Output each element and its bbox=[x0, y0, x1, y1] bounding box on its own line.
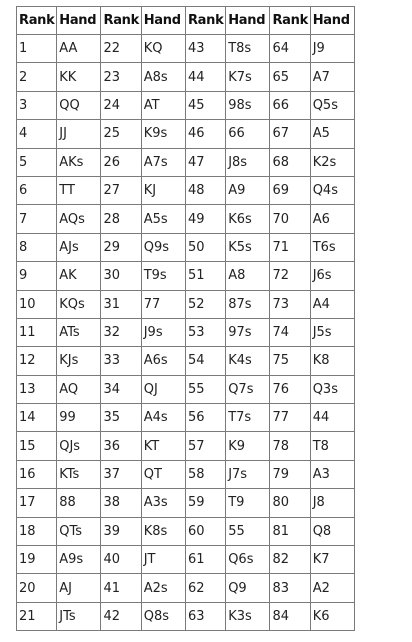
hand-cell: KQ bbox=[141, 35, 185, 63]
hand-cell: AKs bbox=[57, 148, 101, 176]
hand-cell: J5s bbox=[310, 318, 354, 346]
hand-ranking-table bbox=[16, 6, 355, 631]
hand-cell: K9s bbox=[141, 120, 185, 148]
rank-cell: 47 bbox=[185, 148, 225, 176]
hand-cell: 98s bbox=[226, 91, 270, 119]
rank-cell: 25 bbox=[101, 120, 141, 148]
hand-cell: JJ bbox=[57, 120, 101, 148]
rank-cell: 27 bbox=[101, 176, 141, 204]
table-row bbox=[17, 35, 355, 63]
hand-cell: A6 bbox=[310, 205, 354, 233]
hand-cell: J7s bbox=[226, 460, 270, 488]
hand-cell: A3 bbox=[310, 460, 354, 488]
rank-cell: 12 bbox=[17, 347, 57, 375]
table-row bbox=[17, 176, 355, 204]
hand-cell: K7s bbox=[226, 63, 270, 91]
rank-cell: 28 bbox=[101, 205, 141, 233]
rank-cell: 84 bbox=[270, 602, 310, 630]
table-row bbox=[17, 233, 355, 261]
hand-cell: Q5s bbox=[310, 91, 354, 119]
hand-cell: J6s bbox=[310, 262, 354, 290]
rank-cell: 67 bbox=[270, 120, 310, 148]
hand-cell: 44 bbox=[310, 404, 354, 432]
rank-cell: 66 bbox=[270, 91, 310, 119]
table-row bbox=[17, 546, 355, 574]
rank-cell: 41 bbox=[101, 574, 141, 602]
hand-cell: 55 bbox=[226, 517, 270, 545]
hand-cell: Q9 bbox=[226, 574, 270, 602]
rank-cell: 39 bbox=[101, 517, 141, 545]
hand-cell: Q3s bbox=[310, 375, 354, 403]
rank-cell: 60 bbox=[185, 517, 225, 545]
rank-cell: 74 bbox=[270, 318, 310, 346]
hand-cell: ATs bbox=[57, 318, 101, 346]
hand-cell: A7 bbox=[310, 63, 354, 91]
hand-cell: J8 bbox=[310, 489, 354, 517]
hand-cell: AJ bbox=[57, 574, 101, 602]
rank-cell: 5 bbox=[17, 148, 57, 176]
rank-cell: 62 bbox=[185, 574, 225, 602]
rank-cell: 57 bbox=[185, 432, 225, 460]
rank-cell: 68 bbox=[270, 148, 310, 176]
hand-cell: Q4s bbox=[310, 176, 354, 204]
hand-cell: T9 bbox=[226, 489, 270, 517]
rank-cell: 77 bbox=[270, 404, 310, 432]
hand-cell: K8 bbox=[310, 347, 354, 375]
rank-cell: 79 bbox=[270, 460, 310, 488]
table-row bbox=[17, 205, 355, 233]
hand-cell: JT bbox=[141, 546, 185, 574]
hand-cell: KT bbox=[141, 432, 185, 460]
rank-cell: 6 bbox=[17, 176, 57, 204]
header-hand: Hand bbox=[310, 7, 354, 35]
header-rank: Rank bbox=[270, 7, 310, 35]
header-hand: Hand bbox=[57, 7, 101, 35]
rank-cell: 17 bbox=[17, 489, 57, 517]
rank-cell: 63 bbox=[185, 602, 225, 630]
rank-cell: 35 bbox=[101, 404, 141, 432]
hand-cell: KK bbox=[57, 63, 101, 91]
table-row bbox=[17, 290, 355, 318]
rank-cell: 8 bbox=[17, 233, 57, 261]
hand-cell: A8s bbox=[141, 63, 185, 91]
rank-cell: 36 bbox=[101, 432, 141, 460]
ranking-table-container bbox=[16, 6, 355, 631]
rank-cell: 26 bbox=[101, 148, 141, 176]
table-body bbox=[17, 35, 355, 631]
rank-cell: 58 bbox=[185, 460, 225, 488]
hand-cell: 88 bbox=[57, 489, 101, 517]
rank-cell: 83 bbox=[270, 574, 310, 602]
rank-cell: 16 bbox=[17, 460, 57, 488]
hand-cell: QTs bbox=[57, 517, 101, 545]
table-row bbox=[17, 404, 355, 432]
rank-cell: 32 bbox=[101, 318, 141, 346]
hand-cell: A2s bbox=[141, 574, 185, 602]
hand-cell: JTs bbox=[57, 602, 101, 630]
header-rank: Rank bbox=[185, 7, 225, 35]
rank-cell: 29 bbox=[101, 233, 141, 261]
rank-cell: 19 bbox=[17, 546, 57, 574]
table-row bbox=[17, 375, 355, 403]
rank-cell: 69 bbox=[270, 176, 310, 204]
hand-cell: A4 bbox=[310, 290, 354, 318]
hand-cell: Q7s bbox=[226, 375, 270, 403]
rank-cell: 15 bbox=[17, 432, 57, 460]
rank-cell: 81 bbox=[270, 517, 310, 545]
hand-cell: T8s bbox=[226, 35, 270, 63]
hand-cell: T7s bbox=[226, 404, 270, 432]
hand-cell: J9 bbox=[310, 35, 354, 63]
hand-cell: 99 bbox=[57, 404, 101, 432]
hand-cell: Q9s bbox=[141, 233, 185, 261]
hand-cell: A8 bbox=[226, 262, 270, 290]
hand-cell: KJ bbox=[141, 176, 185, 204]
rank-cell: 42 bbox=[101, 602, 141, 630]
rank-cell: 13 bbox=[17, 375, 57, 403]
hand-cell: J8s bbox=[226, 148, 270, 176]
table-row bbox=[17, 517, 355, 545]
hand-cell: KQs bbox=[57, 290, 101, 318]
hand-cell: AJs bbox=[57, 233, 101, 261]
hand-cell: A2 bbox=[310, 574, 354, 602]
hand-cell: K2s bbox=[310, 148, 354, 176]
rank-cell: 64 bbox=[270, 35, 310, 63]
rank-cell: 54 bbox=[185, 347, 225, 375]
header-rank: Rank bbox=[17, 7, 57, 35]
hand-cell: KTs bbox=[57, 460, 101, 488]
rank-cell: 38 bbox=[101, 489, 141, 517]
hand-cell: A5s bbox=[141, 205, 185, 233]
hand-cell: 66 bbox=[226, 120, 270, 148]
hand-cell: A6s bbox=[141, 347, 185, 375]
rank-cell: 72 bbox=[270, 262, 310, 290]
rank-cell: 48 bbox=[185, 176, 225, 204]
rank-cell: 1 bbox=[17, 35, 57, 63]
rank-cell: 49 bbox=[185, 205, 225, 233]
rank-cell: 46 bbox=[185, 120, 225, 148]
rank-cell: 2 bbox=[17, 63, 57, 91]
table-row bbox=[17, 432, 355, 460]
rank-cell: 23 bbox=[101, 63, 141, 91]
rank-cell: 45 bbox=[185, 91, 225, 119]
hand-cell: A3s bbox=[141, 489, 185, 517]
rank-cell: 82 bbox=[270, 546, 310, 574]
hand-cell: QT bbox=[141, 460, 185, 488]
table-row bbox=[17, 318, 355, 346]
rank-cell: 50 bbox=[185, 233, 225, 261]
rank-cell: 61 bbox=[185, 546, 225, 574]
hand-cell: AT bbox=[141, 91, 185, 119]
rank-cell: 52 bbox=[185, 290, 225, 318]
rank-cell: 56 bbox=[185, 404, 225, 432]
rank-cell: 78 bbox=[270, 432, 310, 460]
rank-cell: 73 bbox=[270, 290, 310, 318]
rank-cell: 53 bbox=[185, 318, 225, 346]
hand-cell: QJ bbox=[141, 375, 185, 403]
hand-cell: A9 bbox=[226, 176, 270, 204]
table-row bbox=[17, 574, 355, 602]
header-hand: Hand bbox=[226, 7, 270, 35]
table-row bbox=[17, 120, 355, 148]
hand-cell: 97s bbox=[226, 318, 270, 346]
table-row bbox=[17, 148, 355, 176]
rank-cell: 20 bbox=[17, 574, 57, 602]
rank-cell: 21 bbox=[17, 602, 57, 630]
rank-cell: 10 bbox=[17, 290, 57, 318]
hand-cell: 77 bbox=[141, 290, 185, 318]
hand-cell: K8s bbox=[141, 517, 185, 545]
table-row bbox=[17, 91, 355, 119]
rank-cell: 7 bbox=[17, 205, 57, 233]
rank-cell: 14 bbox=[17, 404, 57, 432]
hand-cell: 87s bbox=[226, 290, 270, 318]
table-row bbox=[17, 262, 355, 290]
rank-cell: 40 bbox=[101, 546, 141, 574]
hand-cell: QJs bbox=[57, 432, 101, 460]
rank-cell: 65 bbox=[270, 63, 310, 91]
rank-cell: 4 bbox=[17, 120, 57, 148]
rank-cell: 11 bbox=[17, 318, 57, 346]
hand-cell: K4s bbox=[226, 347, 270, 375]
hand-cell: J9s bbox=[141, 318, 185, 346]
table-row bbox=[17, 347, 355, 375]
rank-cell: 59 bbox=[185, 489, 225, 517]
hand-cell: AQ bbox=[57, 375, 101, 403]
rank-cell: 31 bbox=[101, 290, 141, 318]
hand-cell: K6s bbox=[226, 205, 270, 233]
hand-cell: AQs bbox=[57, 205, 101, 233]
hand-cell: K3s bbox=[226, 602, 270, 630]
rank-cell: 22 bbox=[101, 35, 141, 63]
rank-cell: 76 bbox=[270, 375, 310, 403]
table-row bbox=[17, 460, 355, 488]
table-row bbox=[17, 489, 355, 517]
rank-cell: 30 bbox=[101, 262, 141, 290]
hand-cell: K5s bbox=[226, 233, 270, 261]
table-row bbox=[17, 602, 355, 630]
rank-cell: 75 bbox=[270, 347, 310, 375]
rank-cell: 34 bbox=[101, 375, 141, 403]
hand-cell: T8 bbox=[310, 432, 354, 460]
hand-cell: AK bbox=[57, 262, 101, 290]
hand-cell: Q6s bbox=[226, 546, 270, 574]
hand-cell: K6 bbox=[310, 602, 354, 630]
hand-cell: Q8s bbox=[141, 602, 185, 630]
rank-cell: 9 bbox=[17, 262, 57, 290]
rank-cell: 33 bbox=[101, 347, 141, 375]
hand-cell: TT bbox=[57, 176, 101, 204]
hand-cell: A4s bbox=[141, 404, 185, 432]
rank-cell: 51 bbox=[185, 262, 225, 290]
hand-cell: T6s bbox=[310, 233, 354, 261]
rank-cell: 24 bbox=[101, 91, 141, 119]
hand-cell: A7s bbox=[141, 148, 185, 176]
hand-cell: A5 bbox=[310, 120, 354, 148]
rank-cell: 44 bbox=[185, 63, 225, 91]
hand-cell: AA bbox=[57, 35, 101, 63]
table-row bbox=[17, 63, 355, 91]
hand-cell: KJs bbox=[57, 347, 101, 375]
header-rank: Rank bbox=[101, 7, 141, 35]
hand-cell: QQ bbox=[57, 91, 101, 119]
rank-cell: 71 bbox=[270, 233, 310, 261]
rank-cell: 80 bbox=[270, 489, 310, 517]
header-row bbox=[17, 7, 355, 35]
rank-cell: 3 bbox=[17, 91, 57, 119]
hand-cell: T9s bbox=[141, 262, 185, 290]
rank-cell: 18 bbox=[17, 517, 57, 545]
hand-cell: Q8 bbox=[310, 517, 354, 545]
rank-cell: 43 bbox=[185, 35, 225, 63]
header-hand: Hand bbox=[141, 7, 185, 35]
hand-cell: A9s bbox=[57, 546, 101, 574]
hand-cell: K7 bbox=[310, 546, 354, 574]
hand-cell: K9 bbox=[226, 432, 270, 460]
rank-cell: 70 bbox=[270, 205, 310, 233]
rank-cell: 37 bbox=[101, 460, 141, 488]
rank-cell: 55 bbox=[185, 375, 225, 403]
